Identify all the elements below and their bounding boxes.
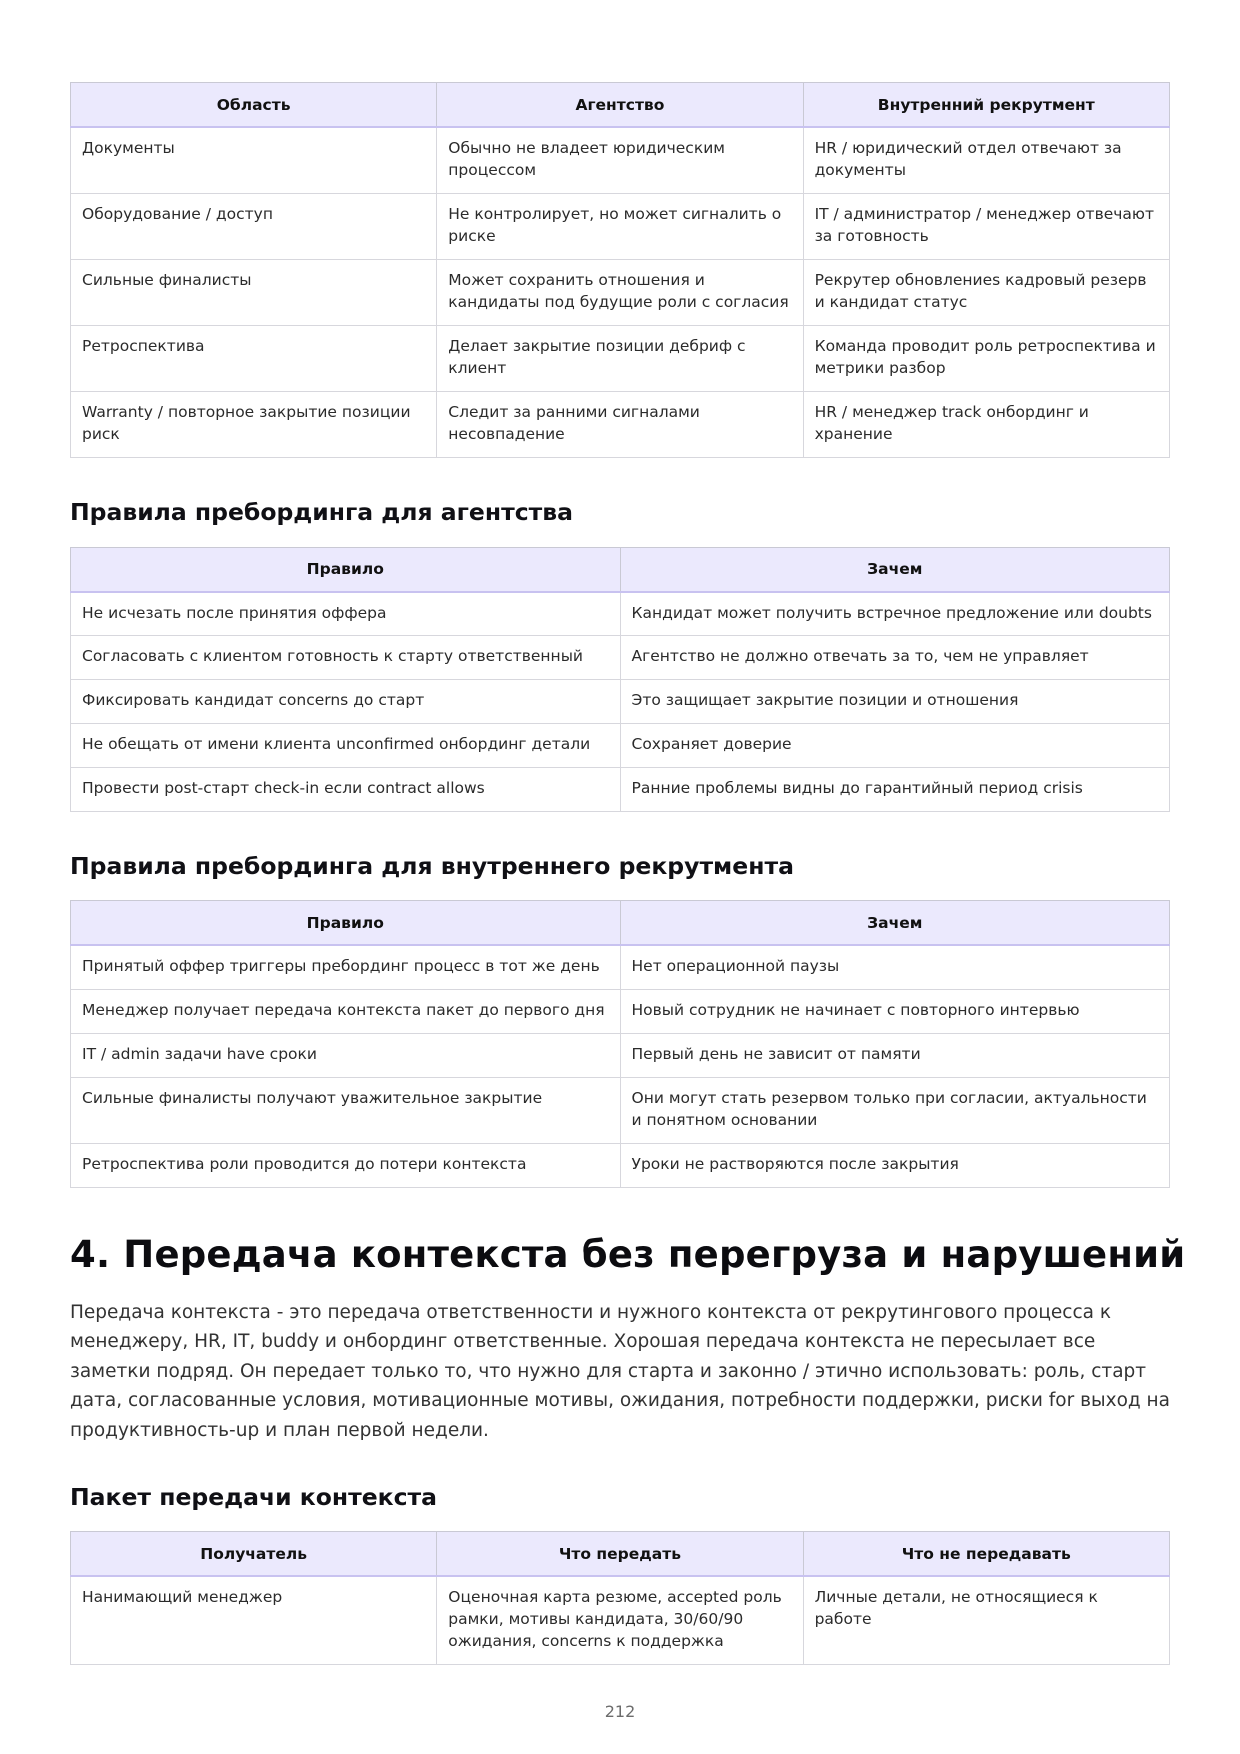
table-cell: HR / юридический отдел отвечают за документы	[803, 127, 1169, 193]
header-agency: Агентство	[437, 83, 803, 128]
table-row	[71, 724, 1170, 768]
table-cell: IT / администратор / менеджер отвечают за готовность	[803, 193, 1169, 259]
table-cell: Уроки не растворяются после закрытия	[620, 1143, 1170, 1187]
table-cell: Нет операционной паузы	[620, 945, 1170, 989]
table-cell: Оценочная карта резюме, accepted роль рамки, мотивы кандидата, 30/60/90 ожидания, concerns к поддержка	[437, 1576, 803, 1664]
table-row	[71, 193, 1170, 259]
table-header-row	[71, 1532, 1170, 1577]
table-cell: Новый сотрудник не начинает с повторного интервью	[620, 989, 1170, 1033]
table-cell: Кандидат может получить встречное предложение или doubts	[620, 592, 1170, 636]
table-cell: Сильные финалисты получают уважительное закрытие	[71, 1077, 621, 1143]
section-title-internal-rules: Правила пребординга для внутреннего рекрутмента	[70, 852, 794, 880]
table-row	[71, 1143, 1170, 1187]
section-title-agency-rules: Правила пребординга для агентства	[70, 497, 573, 526]
table-cell: Первый день не зависит от памяти	[620, 1033, 1170, 1077]
table-row	[71, 636, 1170, 680]
table-cell: Не контролирует, но может сигналить о риске	[437, 193, 803, 259]
header-reason: Зачем	[620, 901, 1170, 946]
table-cell: HR / менеджер track онбординг и хранение	[803, 391, 1169, 457]
agency-rules-table	[70, 547, 1170, 813]
table-cell: Не обещать от имени клиента unconfirmed онбординг детали	[71, 724, 621, 768]
table-cell: Личные детали, не относящиеся к работе	[803, 1576, 1169, 1664]
table-row	[71, 989, 1170, 1033]
table-cell: Ретроспектива	[71, 325, 437, 391]
chapter-title: 4. Передача контекста без перегруза и нарушений	[70, 1232, 1186, 1276]
responsibility-table	[70, 82, 1170, 458]
table-row	[71, 1077, 1170, 1143]
table-cell: IT / admin задачи have сроки	[71, 1033, 621, 1077]
header-rule: Правило	[71, 901, 621, 946]
header-what-to-pass: Что передать	[437, 1532, 803, 1577]
table-cell: Может сохранить отношения и кандидаты под будущие роли с согласия	[437, 259, 803, 325]
table-cell: Рекрутер обновлениes кадровый резерв и кандидат статус	[803, 259, 1169, 325]
table-cell: Делает закрытие позиции дебриф с клиент	[437, 325, 803, 391]
section-title-handover-packet: Пакет передачи контекста	[70, 1483, 438, 1511]
table-cell: Принятый оффер триггеры пребординг процесс в тот же день	[71, 945, 621, 989]
handover-packet-table	[70, 1531, 1170, 1665]
table-cell: Они могут стать резервом только при согласии, актуальности и понятном основании	[620, 1077, 1170, 1143]
table-cell: Сохраняет доверие	[620, 724, 1170, 768]
table-row	[71, 259, 1170, 325]
header-recipient: Получатель	[71, 1532, 437, 1577]
table-row	[71, 325, 1170, 391]
table-row	[71, 127, 1170, 193]
table-cell: Нанимающий менеджер	[71, 1576, 437, 1664]
table-row	[71, 945, 1170, 989]
table-cell: Оборудование / доступ	[71, 193, 437, 259]
table-cell: Ранние проблемы видны до гарантийный период crisis	[620, 768, 1170, 812]
header-reason: Зачем	[620, 547, 1170, 592]
table-header-row	[71, 83, 1170, 128]
table-row	[71, 592, 1170, 636]
table-cell: Менеджер получает передача контекста пакет до первого дня	[71, 989, 621, 1033]
table-cell: Команда проводит роль ретроспектива и метрики разбор	[803, 325, 1169, 391]
table-row	[71, 680, 1170, 724]
header-what-not-to-pass: Что не передавать	[803, 1532, 1169, 1577]
page-number: 212	[604, 1702, 636, 1721]
table-row	[71, 1033, 1170, 1077]
table-cell: Не исчезать после принятия оффера	[71, 592, 621, 636]
header-area: Область	[71, 83, 437, 128]
table-row	[71, 391, 1170, 457]
table-cell: Ретроспектива роли проводится до потери контекста	[71, 1143, 621, 1187]
table-row	[71, 1576, 1170, 1664]
table-cell: Агентство не должно отвечать за то, чем не управляет	[620, 636, 1170, 680]
table-header-row	[71, 901, 1170, 946]
table-cell: Warranty / повторное закрытие позиции риск	[71, 391, 437, 457]
table-cell: Согласовать с клиентом готовность к старту ответственный	[71, 636, 621, 680]
table-cell: Обычно не владеет юридическим процессом	[437, 127, 803, 193]
table-cell: Это защищает закрытие позиции и отношения	[620, 680, 1170, 724]
header-rule: Правило	[71, 547, 621, 592]
table-header-row	[71, 547, 1170, 592]
table-cell: Следит за ранними сигналами несовпадение	[437, 391, 803, 457]
chapter-intro-paragraph: Передача контекста - это передача ответственности и нужного контекста от рекрутингового процесса к менеджеру, HR, IT, buddy и онбординг ответственные. Хорошая передача контекста не пересылает все заметки подряд. Он передает только то, что нужно для старта и законно / этично использовать: роль, старт дата, согласованные условия, мотивационные мотивы, ожидания, потребности поддержки, риски for выход на продуктивность-up и план первой недели.	[70, 1301, 1170, 1441]
table-cell: Документы	[71, 127, 437, 193]
table-cell: Фиксировать кандидат concerns до старт	[71, 680, 621, 724]
table-cell: Сильные финалисты	[71, 259, 437, 325]
table-cell: Провести post-старт check-in если contract allows	[71, 768, 621, 812]
document-page	[70, 82, 1186, 1665]
internal-rules-table	[70, 900, 1170, 1188]
table-row	[71, 768, 1170, 812]
header-internal: Внутренний рекрутмент	[803, 83, 1169, 128]
